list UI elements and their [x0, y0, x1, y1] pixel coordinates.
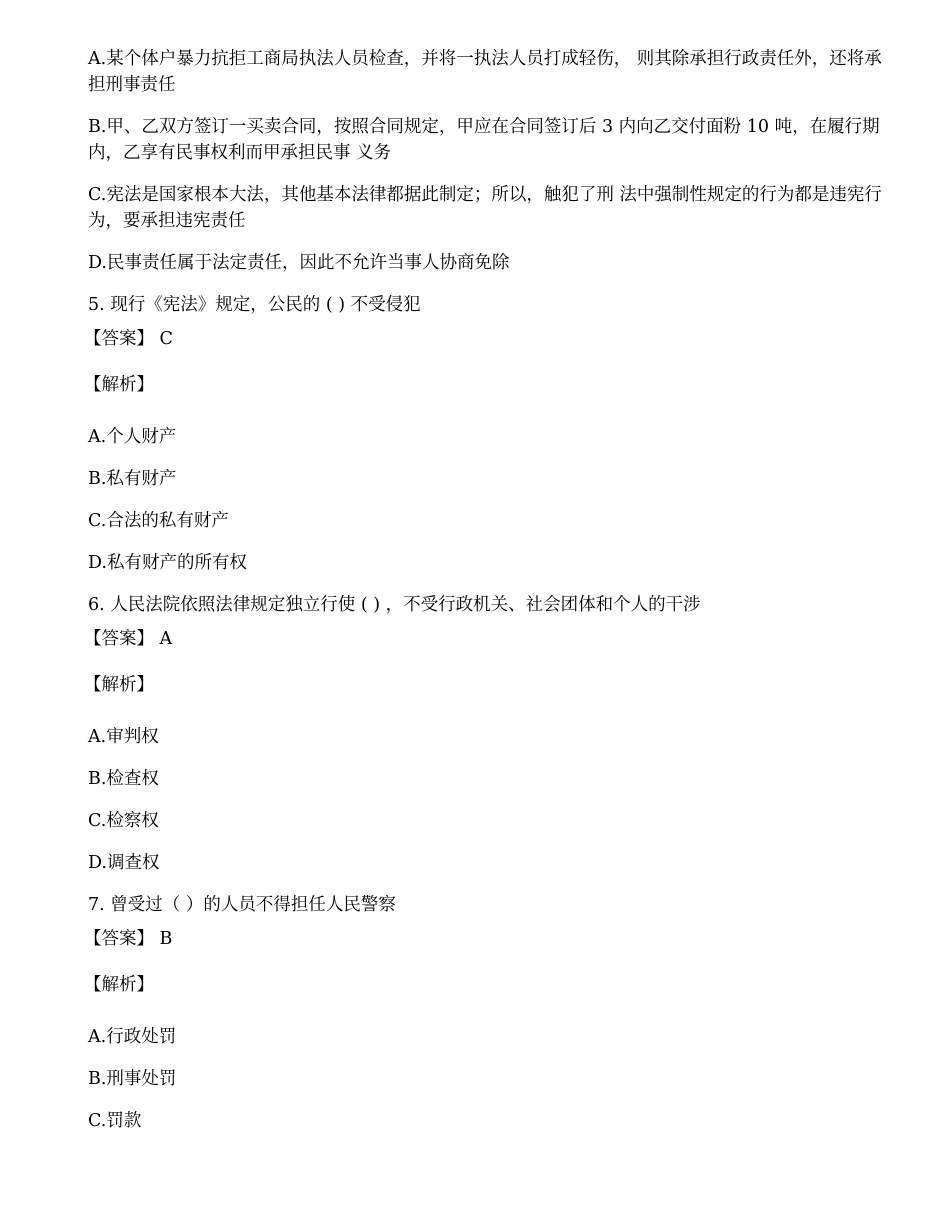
question-5-option-a: A.个人财产: [88, 427, 177, 447]
question-7-stem: 7. 曾受过（ ）的人员不得担任人民警察: [88, 895, 396, 915]
option-a-prev: A.某个体户暴力抗拒工商局执法人员检查，并将一执法人员打成轻伤， 则其除承担行政责任外，还将承担刑事责任: [88, 49, 882, 95]
question-6-stem: 6. 人民法院依照法律规定独立行使 ( ) ，不受行政机关、社会团体和个人的干涉: [88, 595, 701, 615]
question-5-option-b: B.私有财产: [88, 469, 177, 489]
question-6-option-d: D.调查权: [88, 853, 160, 873]
question-7-option-a: A.行政处罚: [88, 1027, 177, 1047]
question-5-option-d: D.私有财产的所有权: [88, 553, 247, 573]
question-5-answer: 【答案】 C: [84, 329, 173, 349]
question-7-answer: 【答案】 B: [84, 929, 173, 949]
option-b-prev: B.甲、乙双方签订一买卖合同，按照合同规定，甲应在合同签订后 3 内向乙交付面粉 10 吨，在履行期内，乙享有民事权利而甲承担民事 义务: [88, 117, 880, 163]
question-7-analysis: 【解析】: [84, 975, 154, 995]
question-7-option-b: B.刑事处罚: [88, 1069, 177, 1089]
question-7-option-c: C.罚款: [88, 1111, 142, 1131]
question-5-option-c: C.合法的私有财产: [88, 511, 229, 531]
question-5-stem: 5. 现行《宪法》规定，公民的 ( ) 不受侵犯: [88, 295, 421, 315]
question-6-answer: 【答案】 A: [84, 629, 173, 649]
question-6-option-b: B.检查权: [88, 769, 159, 789]
question-6-option-a: A.审判权: [88, 727, 159, 747]
question-5-analysis: 【解析】: [84, 375, 154, 395]
option-c-prev: C.宪法是国家根本大法，其他基本法律都据此制定；所以，触犯了刑 法中强制性规定的行为都是违宪行为，要承担违宪责任: [88, 185, 882, 231]
option-d-prev: D.民事责任属于法定责任，因此不允许当事人协商免除: [88, 253, 510, 273]
question-6-option-c: C.检察权: [88, 811, 159, 831]
document-page: [84, 46, 898, 1134]
question-6-analysis: 【解析】: [84, 675, 154, 695]
